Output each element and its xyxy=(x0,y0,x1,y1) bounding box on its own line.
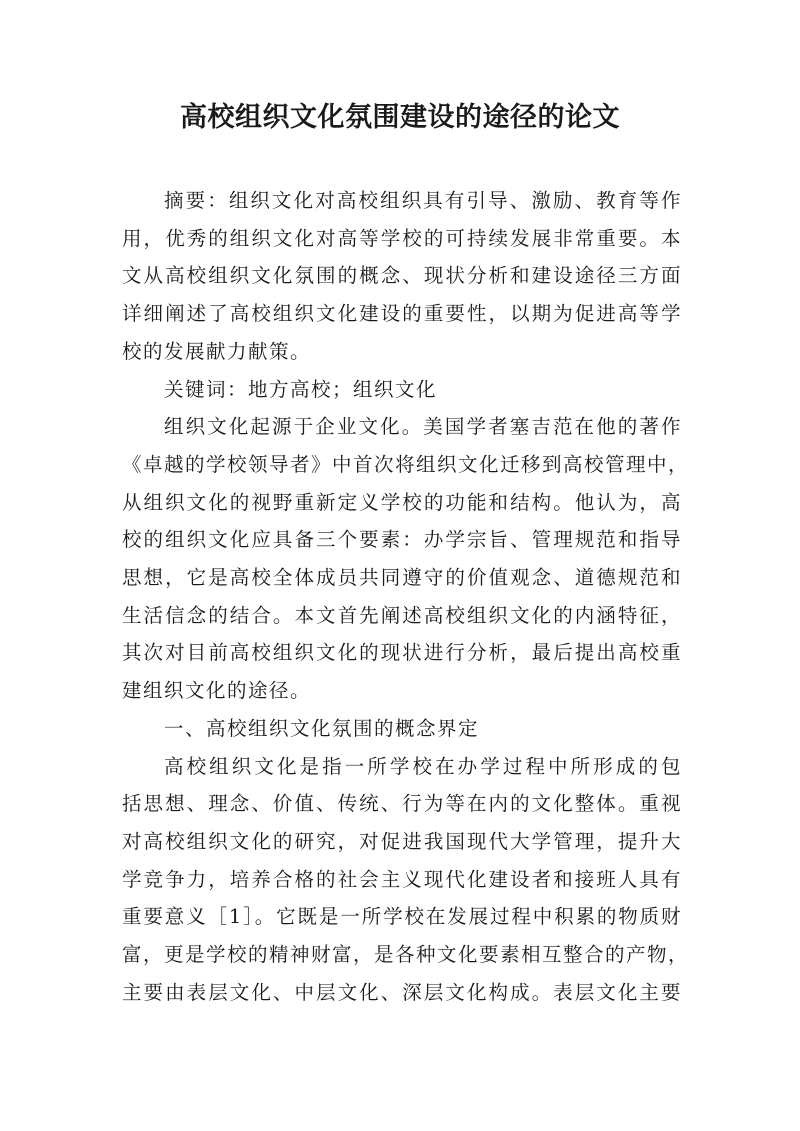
text-line: 其次对目前高校组织文化的现状进行分析，最后提出高校重 xyxy=(122,641,682,665)
text-line: 富，更是学校的精神财富，是各种文化要素相互整合的产物， xyxy=(122,943,690,967)
text-line: 组织文化起源于企业文化。美国学者塞吉范在他的著作 xyxy=(164,415,682,439)
text-line: 摘要：组织文化对高校组织具有引导、激励、教育等作 xyxy=(164,189,682,212)
text-line: 一、高校组织文化氛围的概念界定 xyxy=(164,716,480,740)
text-line: 文从高校组织文化氛围的概念、现状分析和建设途径三方面 xyxy=(122,264,682,288)
text-line: 建组织文化的途径。 xyxy=(122,679,312,703)
text-line: 学竞争力，培养合格的社会主义现代化建设者和接班人具有 xyxy=(122,867,682,891)
text-line: 对高校组织文化的研究，对促进我国现代大学管理，提升大 xyxy=(122,829,682,853)
text-line: 主要由表层文化、中层文化、深层文化构成。表层文化主要 xyxy=(122,980,682,1004)
text-line: 重要意义［1］。它既是一所学校在发展过程中积累的物质财 xyxy=(122,905,682,929)
text-line: 详细阐述了高校组织文化建设的重要性，以期为促进高等学 xyxy=(122,302,682,326)
document-title: 高校组织文化氛围建设的途径的论文 xyxy=(180,102,620,133)
text-line: 生活信念的结合。本文首先阐述高校组织文化的内涵特征， xyxy=(122,603,682,627)
text-line: 《卓越的学校领导者》中首次将组织文化迁移到高校管理中， xyxy=(122,452,690,476)
text-line: 高校组织文化是指一所学校在办学过程中所形成的包 xyxy=(164,754,682,778)
document-body xyxy=(122,182,690,1011)
intro-paragraph xyxy=(122,408,690,710)
abstract-paragraph xyxy=(122,182,682,371)
section-heading xyxy=(122,710,682,748)
text-line: 括思想、理念、价值、传统、行为等在内的文化整体。重视 xyxy=(122,792,682,816)
section-paragraph xyxy=(122,748,690,1012)
text-line: 思想，它是高校全体成员共同遵守的价值观念、道德规范和 xyxy=(122,566,682,590)
text-line: 从组织文化的视野重新定义学校的功能和结构。他认为，高 xyxy=(122,490,682,514)
text-line: 校的组织文化应具备三个要素：办学宗旨、管理规范和指导 xyxy=(122,528,682,552)
text-line: 关键词：地方高校；组织文化 xyxy=(164,377,438,401)
text-line: 校的发展献力献策。 xyxy=(122,339,312,363)
keywords-paragraph xyxy=(122,371,682,409)
text-line: 用，优秀的组织文化对高等学校的可持续发展非常重要。本 xyxy=(122,226,682,250)
